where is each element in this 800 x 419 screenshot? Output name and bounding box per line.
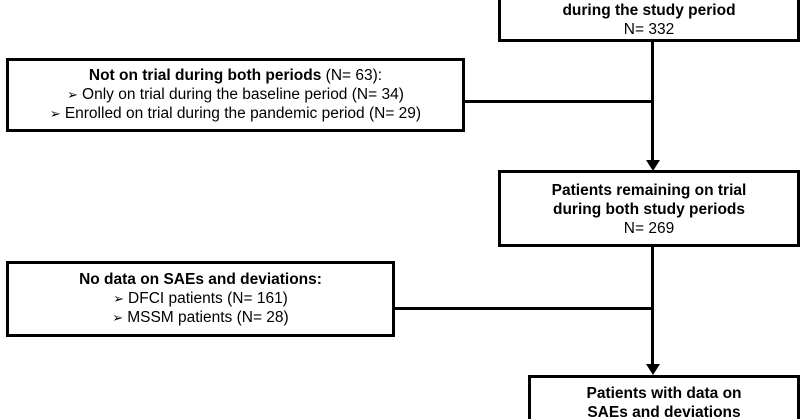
exclusion2-heading: No data on SAEs and deviations: [79,271,322,288]
final-box-title-line2: SAEs and deviations [587,404,741,419]
exclusion2-item [9,289,392,308]
enrolled-box-title-line2: during the study period [562,2,736,19]
remaining-box-count: N= 269 [623,220,675,237]
connector-to-exclusion1 [462,100,653,103]
bullet-arrow-icon: ➢ [49,106,61,121]
bullet-arrow-icon: ➢ [112,310,124,325]
remaining-box-title-line2: during both study periods [552,201,746,218]
exclusion1-item [9,85,462,104]
exclusion-box-no-data [6,261,395,337]
exclusion2-item [9,308,392,327]
enrolled-box-count: N= 332 [623,21,675,38]
exclusion-box-not-on-trial [6,58,465,132]
final-box-title-line1: Patients with data on [586,385,742,402]
remaining-patients-box [498,170,800,247]
exclusion1-heading [9,66,462,85]
exclusion2-item-text: MSSM patients (N= 28) [127,309,289,326]
arrowhead-to-final-box [646,364,660,375]
exclusion1-heading-text: Not on trial during both periods [88,67,322,84]
exclusion1-heading-count: (N= 63): [321,67,383,84]
enrolled-patients-box [498,0,800,42]
final-patients-box [528,375,800,419]
bullet-arrow-icon: ➢ [113,291,125,306]
exclusion1-item-text: Enrolled on trial during the pandemic period (N= 29) [64,105,422,122]
exclusion1-item [9,104,462,123]
remaining-box-title-line1: Patients remaining on trial [551,182,747,199]
exclusion1-item-text: Only on trial during the baseline period (N= 34) [82,86,404,103]
bullet-arrow-icon: ➢ [67,87,79,102]
connector-to-exclusion2 [392,307,653,310]
exclusion2-item-text: DFCI patients (N= 161) [128,290,288,307]
